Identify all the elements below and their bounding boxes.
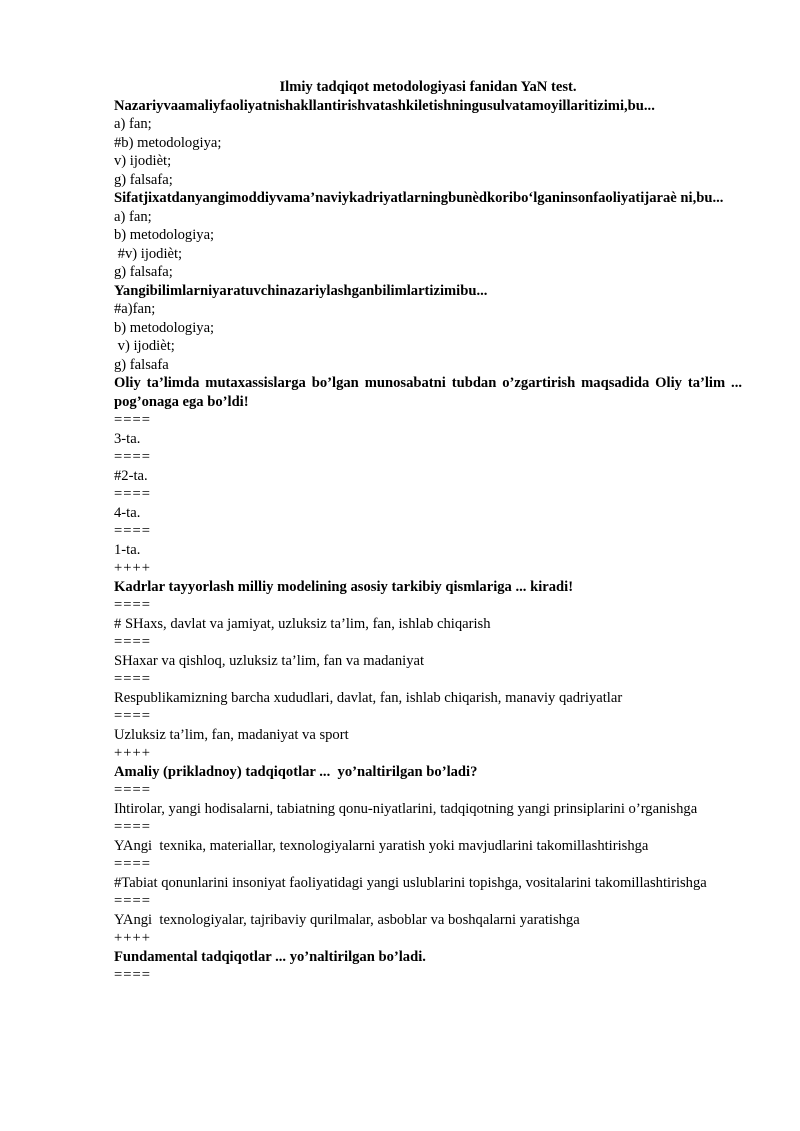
answer-option: 4-ta. (114, 504, 141, 521)
answer-option: #a)fan; (114, 301, 156, 317)
separator: ++++ (114, 745, 151, 761)
answer-option: g) falsafa; (114, 171, 173, 188)
answer-option: a) fan; (114, 116, 152, 132)
answer-option: YAngi texnologiyalar, tajribaviy qurilmalar, asboblar va boshqalarni yaratishga (114, 911, 580, 928)
separator: ++++ (114, 560, 151, 576)
answer-option: #v) ijodièt; (114, 245, 183, 262)
separator: ==== (114, 708, 151, 724)
document-page (114, 78, 746, 985)
answer-option: Ihtirolar, yangi hodisalarni, tabiatning qonu-niyatlarini, tadqiqotning yangi prinsiplarini o’rganishga (114, 800, 698, 817)
question-text: Sifatjixatdanyangimoddiyvama’naviykadriyatlarningbunèdkoribo‘lganinsonfaoliyatijaraè ni,bu... (114, 190, 724, 206)
answer-option: b) metodologiya; (114, 319, 215, 336)
answer-option: 3-ta. (114, 430, 141, 447)
answer-option: v) ijodièt; (114, 338, 175, 354)
answer-option: Uzluksiz ta’lim, fan, madaniyat va sport (114, 726, 349, 743)
answer-option: #2-ta. (114, 467, 148, 484)
separator: ==== (114, 967, 151, 983)
separator: ==== (114, 412, 151, 428)
question-text: Yangibilimlarniyaratuvchinazariylashganbilimlartizimibu... (114, 282, 488, 299)
question-text: Amaliy (prikladnoy) tadqiqotlar ... yo’naltirilgan bo’ladi? (114, 763, 478, 780)
separator: ==== (114, 449, 151, 465)
document-body (114, 97, 746, 985)
question-text: Fundamental tadqiqotlar ... yo’naltirilgan bo’ladi. (114, 948, 426, 965)
separator: ==== (114, 634, 151, 650)
answer-option: g) falsafa (114, 356, 169, 373)
answer-option: #b) metodologiya; (114, 134, 222, 151)
question-text: Kadrlar tayyorlash milliy modelining asosiy tarkibiy qismlariga ... kiradi! (114, 578, 574, 595)
answer-option: g) falsafa; (114, 264, 173, 280)
answer-option: #Tabiat qonunlarini insoniyat faoliyatidagi yangi uslublarini topishga, vositalarini takomillashtirishga (114, 874, 707, 891)
answer-option: v) ijodièt; (114, 153, 172, 169)
document-title: Ilmiy tadqiqot metodologiyasi fanidan YaN test. (279, 79, 577, 95)
answer-option: Respublikamizning barcha xududlari, davlat, fan, ishlab chiqarish, manaviy qadriyatlar (114, 689, 623, 706)
separator: ==== (114, 486, 151, 502)
separator: ==== (114, 782, 151, 798)
separator: ==== (114, 856, 151, 872)
answer-option: YAngi texnika, materiallar, texnologiyalarni yaratish yoki mavjudlarini takomillashtirishga (114, 837, 649, 854)
answer-option: b) metodologiya; (114, 227, 215, 243)
answer-option: 1-ta. (114, 541, 141, 558)
separator: ==== (114, 893, 151, 909)
separator: ++++ (114, 930, 151, 946)
question-text: Oliy ta’limda mutaxassislarga bo’lgan munosabatni tubdan o’zgartirish maqsadida Oliy ta’lim ... pog’onaga ega bo’ldi! (114, 375, 746, 410)
answer-option: SHaxar va qishloq, uzluksiz ta’lim, fan va madaniyat (114, 652, 425, 669)
separator: ==== (114, 523, 151, 539)
answer-option: a) fan; (114, 208, 152, 225)
separator: ==== (114, 597, 151, 613)
separator: ==== (114, 819, 151, 835)
answer-option: # SHaxs, davlat va jamiyat, uzluksiz ta’lim, fan, ishlab chiqarish (114, 615, 491, 632)
question-text: Nazariyvaamaliyfaoliyatnishakllantirishvatashkiletishningusulvatamoyillaritizimi,bu... (114, 97, 655, 114)
separator: ==== (114, 671, 151, 687)
